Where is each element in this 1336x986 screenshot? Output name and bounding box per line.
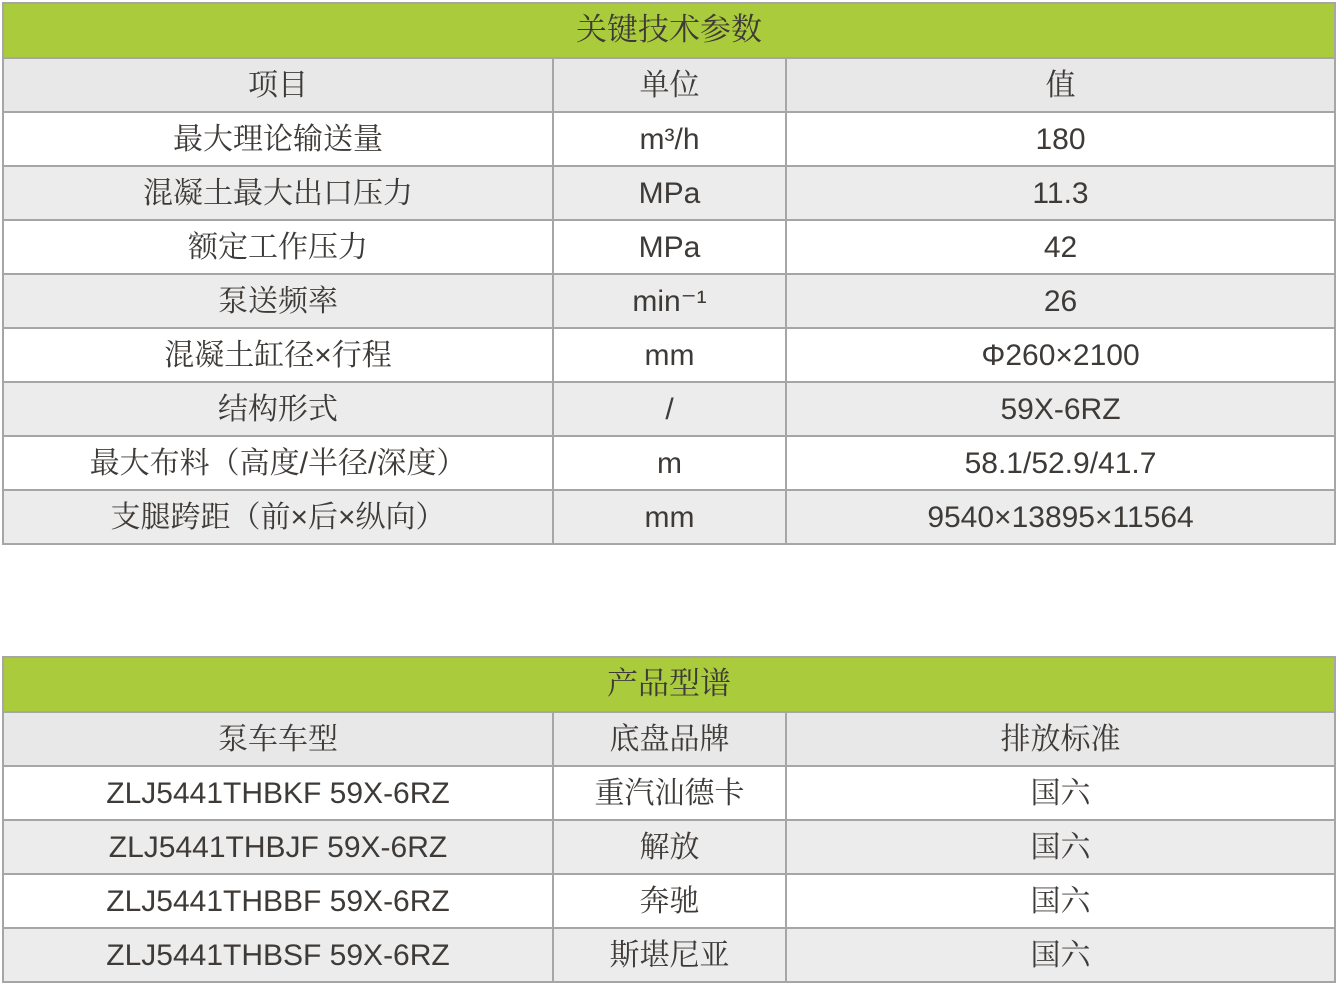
table-row xyxy=(3,766,1335,820)
table-row xyxy=(3,490,1335,544)
truck-model: ZLJ5441THBKF 59X-6RZ xyxy=(3,766,553,820)
param-unit: / xyxy=(553,382,786,436)
param-value: 58.1/52.9/41.7 xyxy=(786,436,1335,490)
table-row xyxy=(3,928,1335,982)
column-header-emission-standard: 排放标准 xyxy=(786,712,1335,766)
emission-standard: 国六 xyxy=(786,928,1335,982)
emission-standard: 国六 xyxy=(786,874,1335,928)
param-unit: m³/h xyxy=(553,112,786,166)
param-name: 最大布料（高度/半径/深度） xyxy=(3,436,553,490)
key-parameters-title: 关键技术参数 xyxy=(3,3,1335,58)
table-row xyxy=(3,382,1335,436)
table-row xyxy=(3,274,1335,328)
param-name: 泵送频率 xyxy=(3,274,553,328)
truck-model: ZLJ5441THBSF 59X-6RZ xyxy=(3,928,553,982)
param-name: 最大理论输送量 xyxy=(3,112,553,166)
column-header-unit: 单位 xyxy=(553,58,786,112)
param-unit: mm xyxy=(553,490,786,544)
param-unit: MPa xyxy=(553,220,786,274)
emission-standard: 国六 xyxy=(786,766,1335,820)
param-unit: m xyxy=(553,436,786,490)
truck-model: ZLJ5441THBBF 59X-6RZ xyxy=(3,874,553,928)
table-row xyxy=(3,874,1335,928)
product-spectrum-header-row xyxy=(3,712,1335,766)
param-unit: MPa xyxy=(553,166,786,220)
chassis-brand: 斯堪尼亚 xyxy=(553,928,786,982)
column-header-chassis-brand: 底盘品牌 xyxy=(553,712,786,766)
param-name: 结构形式 xyxy=(3,382,553,436)
table-row xyxy=(3,820,1335,874)
param-value: 42 xyxy=(786,220,1335,274)
param-value: Φ260×2100 xyxy=(786,328,1335,382)
param-value: 59X-6RZ xyxy=(786,382,1335,436)
param-unit: min⁻¹ xyxy=(553,274,786,328)
param-unit: mm xyxy=(553,328,786,382)
table-row xyxy=(3,328,1335,382)
param-name: 混凝土最大出口压力 xyxy=(3,166,553,220)
param-value: 180 xyxy=(786,112,1335,166)
column-header-item: 项目 xyxy=(3,58,553,112)
param-name: 支腿跨距（前×后×纵向） xyxy=(3,490,553,544)
param-name: 混凝土缸径×行程 xyxy=(3,328,553,382)
key-parameters-title-row xyxy=(3,3,1335,58)
column-header-truck-model: 泵车车型 xyxy=(3,712,553,766)
param-value: 26 xyxy=(786,274,1335,328)
table-row xyxy=(3,436,1335,490)
param-value: 11.3 xyxy=(786,166,1335,220)
truck-model: ZLJ5441THBJF 59X-6RZ xyxy=(3,820,553,874)
product-spectrum-title: 产品型谱 xyxy=(3,657,1335,712)
param-value: 9540×13895×11564 xyxy=(786,490,1335,544)
key-parameters-header-row xyxy=(3,58,1335,112)
product-spectrum-title-row xyxy=(3,657,1335,712)
emission-standard: 国六 xyxy=(786,820,1335,874)
product-spectrum-table xyxy=(2,656,1336,983)
chassis-brand: 奔驰 xyxy=(553,874,786,928)
key-parameters-table xyxy=(2,2,1336,545)
table-row xyxy=(3,112,1335,166)
chassis-brand: 重汽汕德卡 xyxy=(553,766,786,820)
table-row xyxy=(3,220,1335,274)
table-row xyxy=(3,166,1335,220)
param-name: 额定工作压力 xyxy=(3,220,553,274)
chassis-brand: 解放 xyxy=(553,820,786,874)
column-header-value: 值 xyxy=(786,58,1335,112)
